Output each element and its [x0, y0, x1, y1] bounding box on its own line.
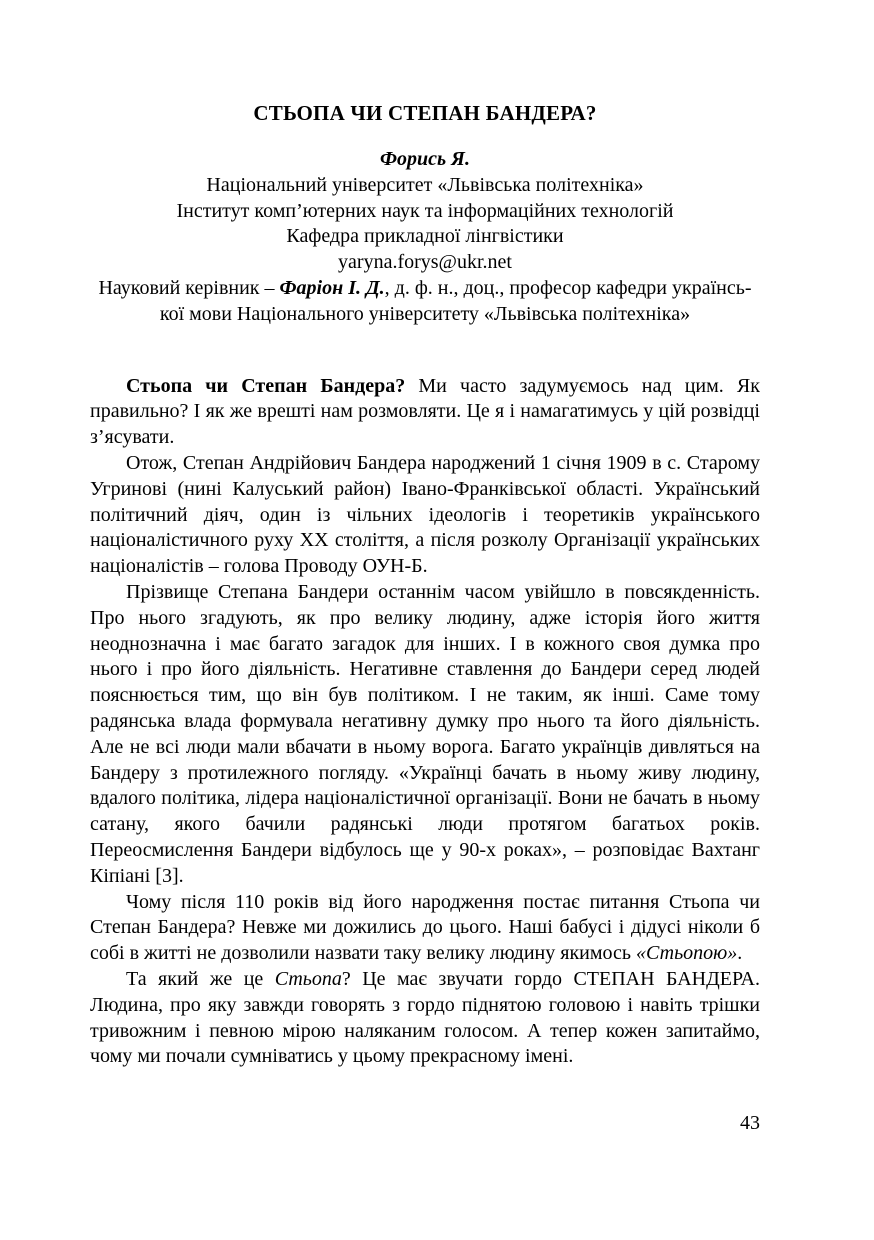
body-paragraph [90, 451, 760, 580]
text-segment: Ми часто задумуємось над цим. Як правильно? І як же врешті нам розмовляти. Це я і намагатимусь у цій розвідці з’ясувати. [90, 374, 760, 449]
header-block [90, 147, 760, 328]
affiliation-line: Інститут комп’ютерних наук та інформаційних технологій [176, 199, 674, 222]
supervisor-line [90, 302, 760, 328]
article-body [90, 374, 760, 1071]
text-segment: Прізвище Степана Бандери останнім часом увійшло в повсякденність. Про нього згадують, як про велику людину, адже історія його життя неоднозначна і має багато загадок для інших. І в кожного своя думка про нього і про його діяльність. Негативне ставлення до Бандери серед людей пояснюється тим, що він був політиком. І не таким, як інші. Саме тому радянська влада формувала негативну думку про нього та його діяльність. Але не всі люди мали вбачати в ньому ворога. Багато українців дивляться на Бандеру з протилежного погляду. «Українці бачать в ньому живу людину, вдалого політика, лідера націоналістичної організації. Вони не бачать в ньому сатану, якого бачили радянські люди протягом багатьох років. Переосмислення Бандери відбулось ще у 90-х роках», – розповідає Вахтанг Кіпіані [3]. [90, 580, 760, 887]
text-segment: кої мови Національного університету «Львівська політехніка» [159, 302, 691, 325]
author-name: Форись Я. [380, 148, 470, 170]
text-segment: Чому після 110 років від його народження постає питання Стьопа чи Степан Бандера? Невже ми дожились до цього. Наші бабусі і дідусі ніколи б собі в житті не дозволили назвати таку велику людину якимось [90, 890, 760, 965]
body-paragraph [90, 967, 760, 1070]
page-title: СТЬОПА ЧИ СТЕПАН БАНДЕРА? [253, 101, 597, 125]
text-segment: Стьопа чи Степан Бандера? [126, 374, 406, 397]
email-text: yaryna.forys@ukr.net [338, 251, 512, 274]
text-segment: Науковий керівник – [98, 276, 280, 299]
affiliation-line: Кафедра прикладної лінгвістики [286, 225, 564, 248]
supervisor-block [90, 276, 760, 328]
text-segment: «Стьопою» [636, 942, 738, 965]
body-paragraph [90, 374, 760, 451]
supervisor-line [90, 276, 760, 302]
body-paragraph [90, 890, 760, 967]
affiliation-list [90, 173, 760, 250]
text-segment: , д. ф. н., доц., професор кафедри українсь- [384, 276, 752, 299]
text-segment: Та який же це [126, 967, 275, 990]
affiliation-line: Національний університет «Львівська політехніка» [206, 173, 644, 196]
text-segment: ? Це має звучати гордо СТЕПАН БАНДЕРА. Людина, про яку завжди говорять з гордо піднятою головою і навіть трішки тривожним і певною мірою наляканим голосом. А тепер кожен запитаймо, чому ми почали сумніватись у цьому прекрасному імені. [90, 967, 760, 1068]
text-segment: Фаріон І. Д. [279, 276, 385, 299]
text-column [90, 0, 760, 1070]
text-segment: Стьопа [274, 967, 342, 990]
text-segment: . [737, 942, 743, 965]
body-paragraph [90, 580, 760, 890]
text-segment: Отож, Степан Андрійович Бандера народжений 1 січня 1909 в с. Старому Угринові (нині Калуський район) Івано-Франківської області. Український політичний діяч, один із чільних ідеологів і теоретиків українського націоналістичного руху ХХ століття, а після розколу Організації українських націоналістів – голова Проводу ОУН-Б. [90, 451, 760, 578]
page-number: 43 [740, 1112, 760, 1134]
